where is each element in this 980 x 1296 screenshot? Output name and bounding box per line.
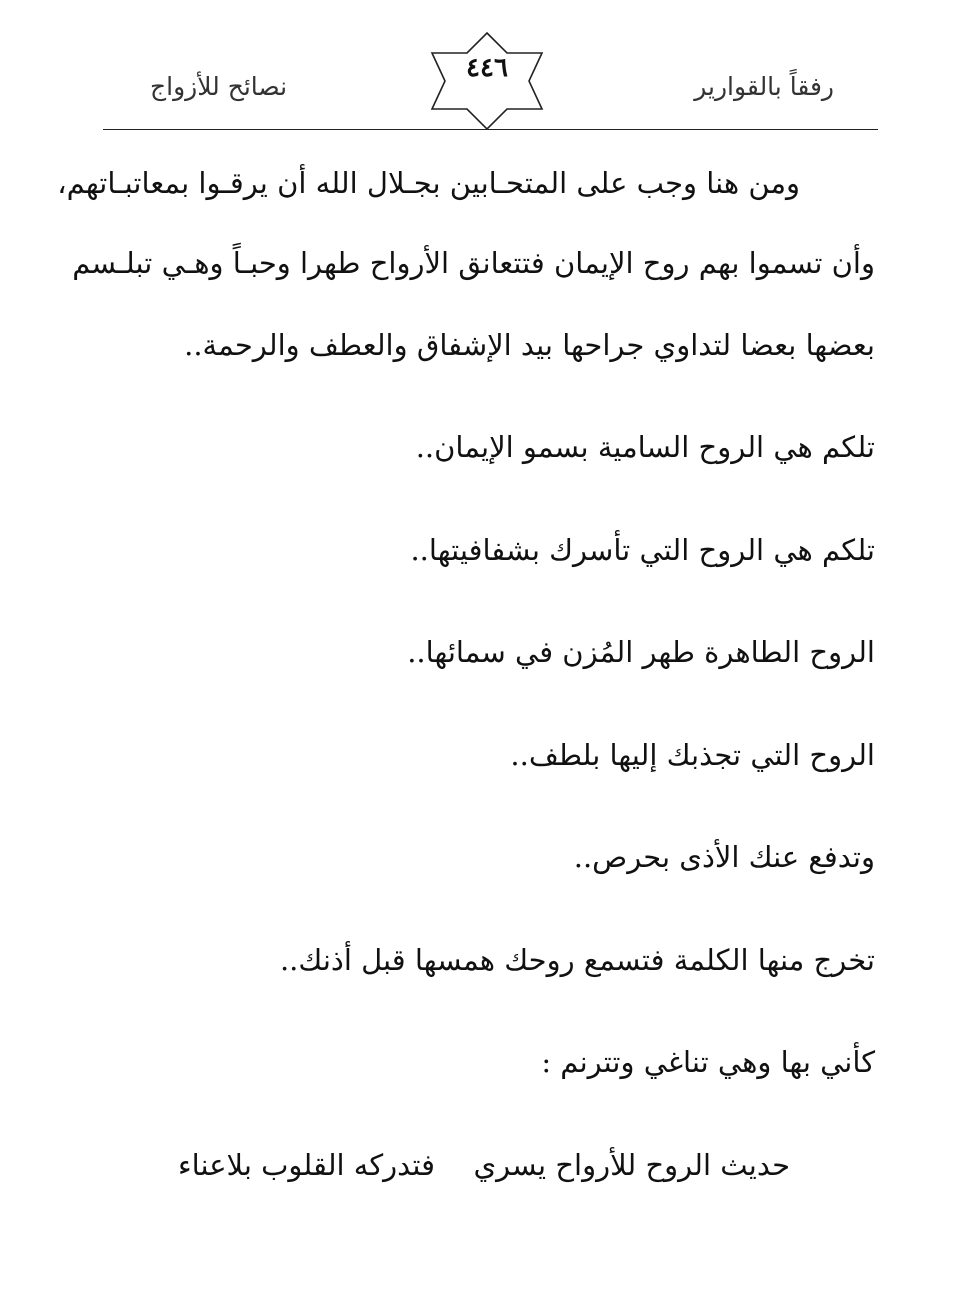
text-line: وتدفع عنك الأذى بحرص..: [573, 840, 875, 874]
page-number-badge: [429, 31, 545, 131]
page-header: [0, 0, 980, 135]
text-line: الروح الطاهرة طهر المُزن في سمائها..: [407, 635, 875, 669]
text-line: كأني بها وهي تناغي وتترنم :: [541, 1045, 875, 1079]
verse-first-hemistich: حديث الروح للأرواح يسري: [473, 1148, 790, 1182]
paragraph-line-3: بعضها بعضا لتداوي جراحها بيد الإشفاق والعطف والرحمة..: [184, 328, 875, 362]
text-line: تخرج منها الكلمة فتسمع روحك همسها قبل أذنك..: [279, 943, 875, 977]
text-line: تلكم هي الروح التي تأسرك بشفافيتها..: [410, 533, 875, 567]
book-title: رفقاً بالقوارير: [694, 72, 834, 101]
book-section-title: نصائح للأزواج: [150, 72, 288, 101]
header-divider: [103, 129, 878, 130]
text-line: الروح التي تجذبك إليها بلطف..: [510, 738, 875, 772]
paragraph-line-2: وأن تسموا بهم روح الإيمان فتتعانق الأرواح طهرا وحبـاً وهـي تبلـسم: [72, 246, 875, 280]
page-number: ٤٤٦: [466, 53, 508, 83]
text-line: تلكم هي الروح السامية بسمو الإيمان..: [415, 430, 875, 464]
paragraph-line-1: ومن هنا وجب على المتحـابين بجـلال الله أن يرقـوا بمعاتبـاتهم،: [57, 166, 800, 200]
verse-second-hemistich: فتدركه القلوب بلاعناء: [178, 1148, 435, 1182]
